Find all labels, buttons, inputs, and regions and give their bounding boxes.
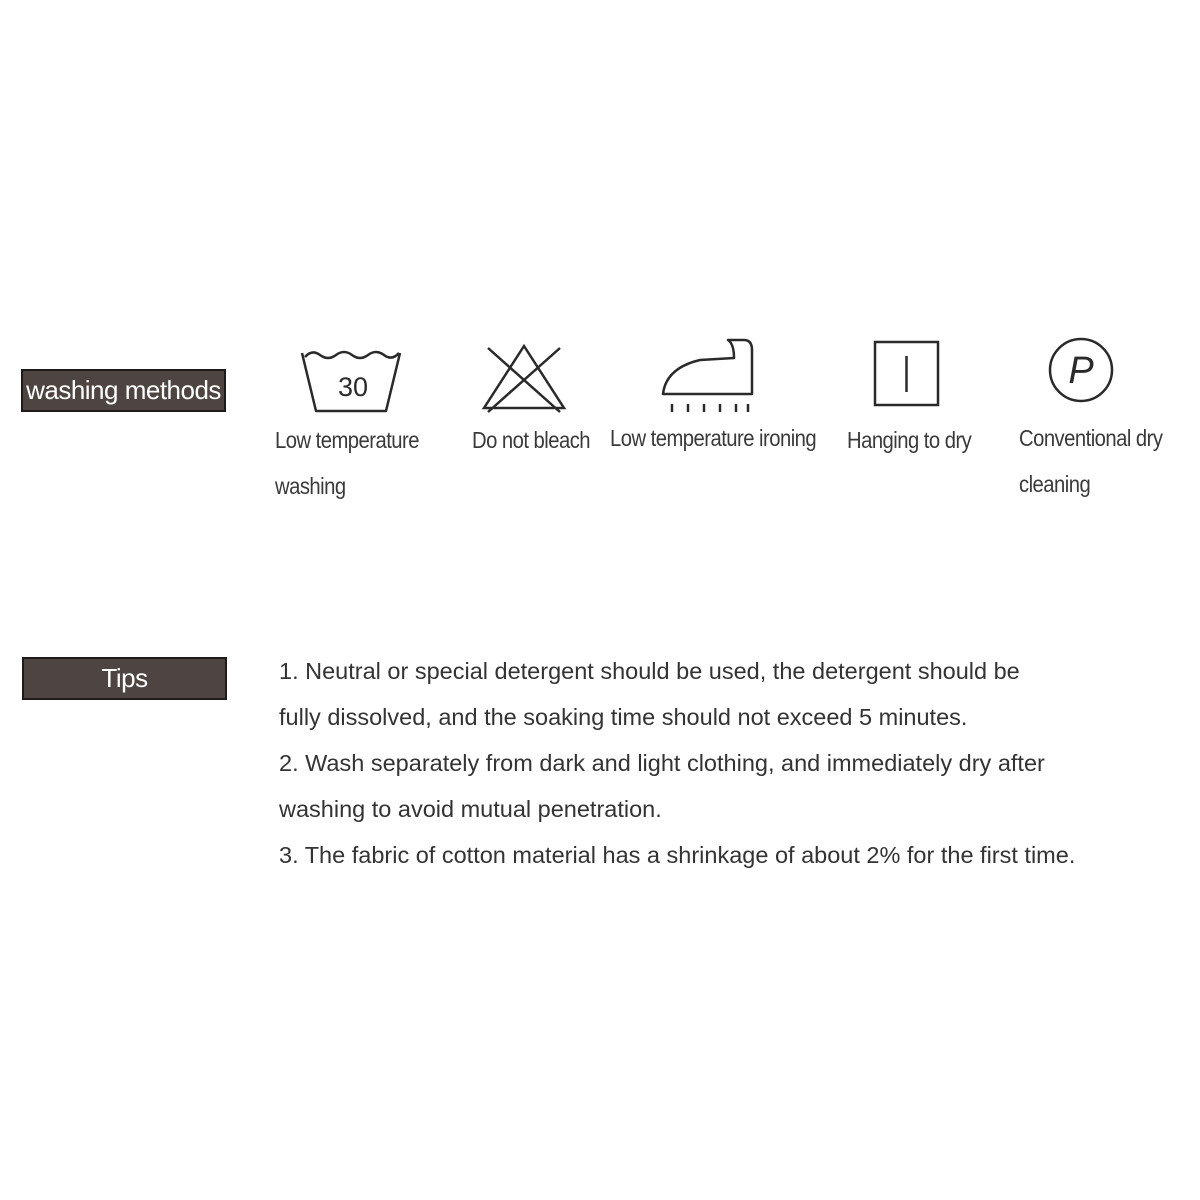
caption-line: Do not bleach: [472, 427, 591, 453]
tip-line: 2. Wash separately from dark and light clothing, and immediately dry after: [279, 750, 1045, 776]
caption-hanging-to-dry: [847, 417, 971, 463]
tip-line: 1. Neutral or special detergent should be used, the detergent should be: [279, 658, 1020, 684]
caption-low-temp-washing: [275, 417, 419, 509]
tips-label-text: Tips: [101, 663, 148, 693]
wash-temperature: 30: [337, 372, 369, 402]
caption-line: washing: [275, 473, 346, 499]
tips-label: [22, 657, 227, 700]
caption-do-not-bleach: [472, 417, 590, 463]
iron-low-icon: [660, 338, 756, 418]
dry-clean-symbol: P: [1068, 350, 1094, 392]
caption-line: cleaning: [1019, 471, 1091, 497]
hang-dry-icon: [873, 340, 941, 408]
caption-conventional-dry-cleaning: [1019, 415, 1162, 507]
tip-line: 3. The fabric of cotton material has a shrinkage of about 2% for the first time.: [279, 842, 1076, 868]
tip-line: washing to avoid mutual penetration.: [279, 796, 662, 822]
caption-line: Conventional dry: [1019, 425, 1163, 451]
wash-30-icon: [300, 345, 404, 417]
dry-clean-p-icon: [1047, 336, 1115, 404]
tip-line: fully dissolved, and the soaking time should not exceed 5 minutes.: [279, 704, 968, 730]
do-not-bleach-icon: [476, 342, 572, 414]
tips-text: [279, 648, 1179, 878]
caption-low-temp-ironing: [610, 415, 816, 461]
caption-line: Low temperature: [275, 427, 419, 453]
caption-line: Hanging to dry: [847, 427, 972, 453]
caption-line: Low temperature ironing: [610, 425, 817, 451]
washing-methods-label-text: washing methods: [26, 375, 221, 405]
washing-methods-label: [21, 369, 226, 412]
